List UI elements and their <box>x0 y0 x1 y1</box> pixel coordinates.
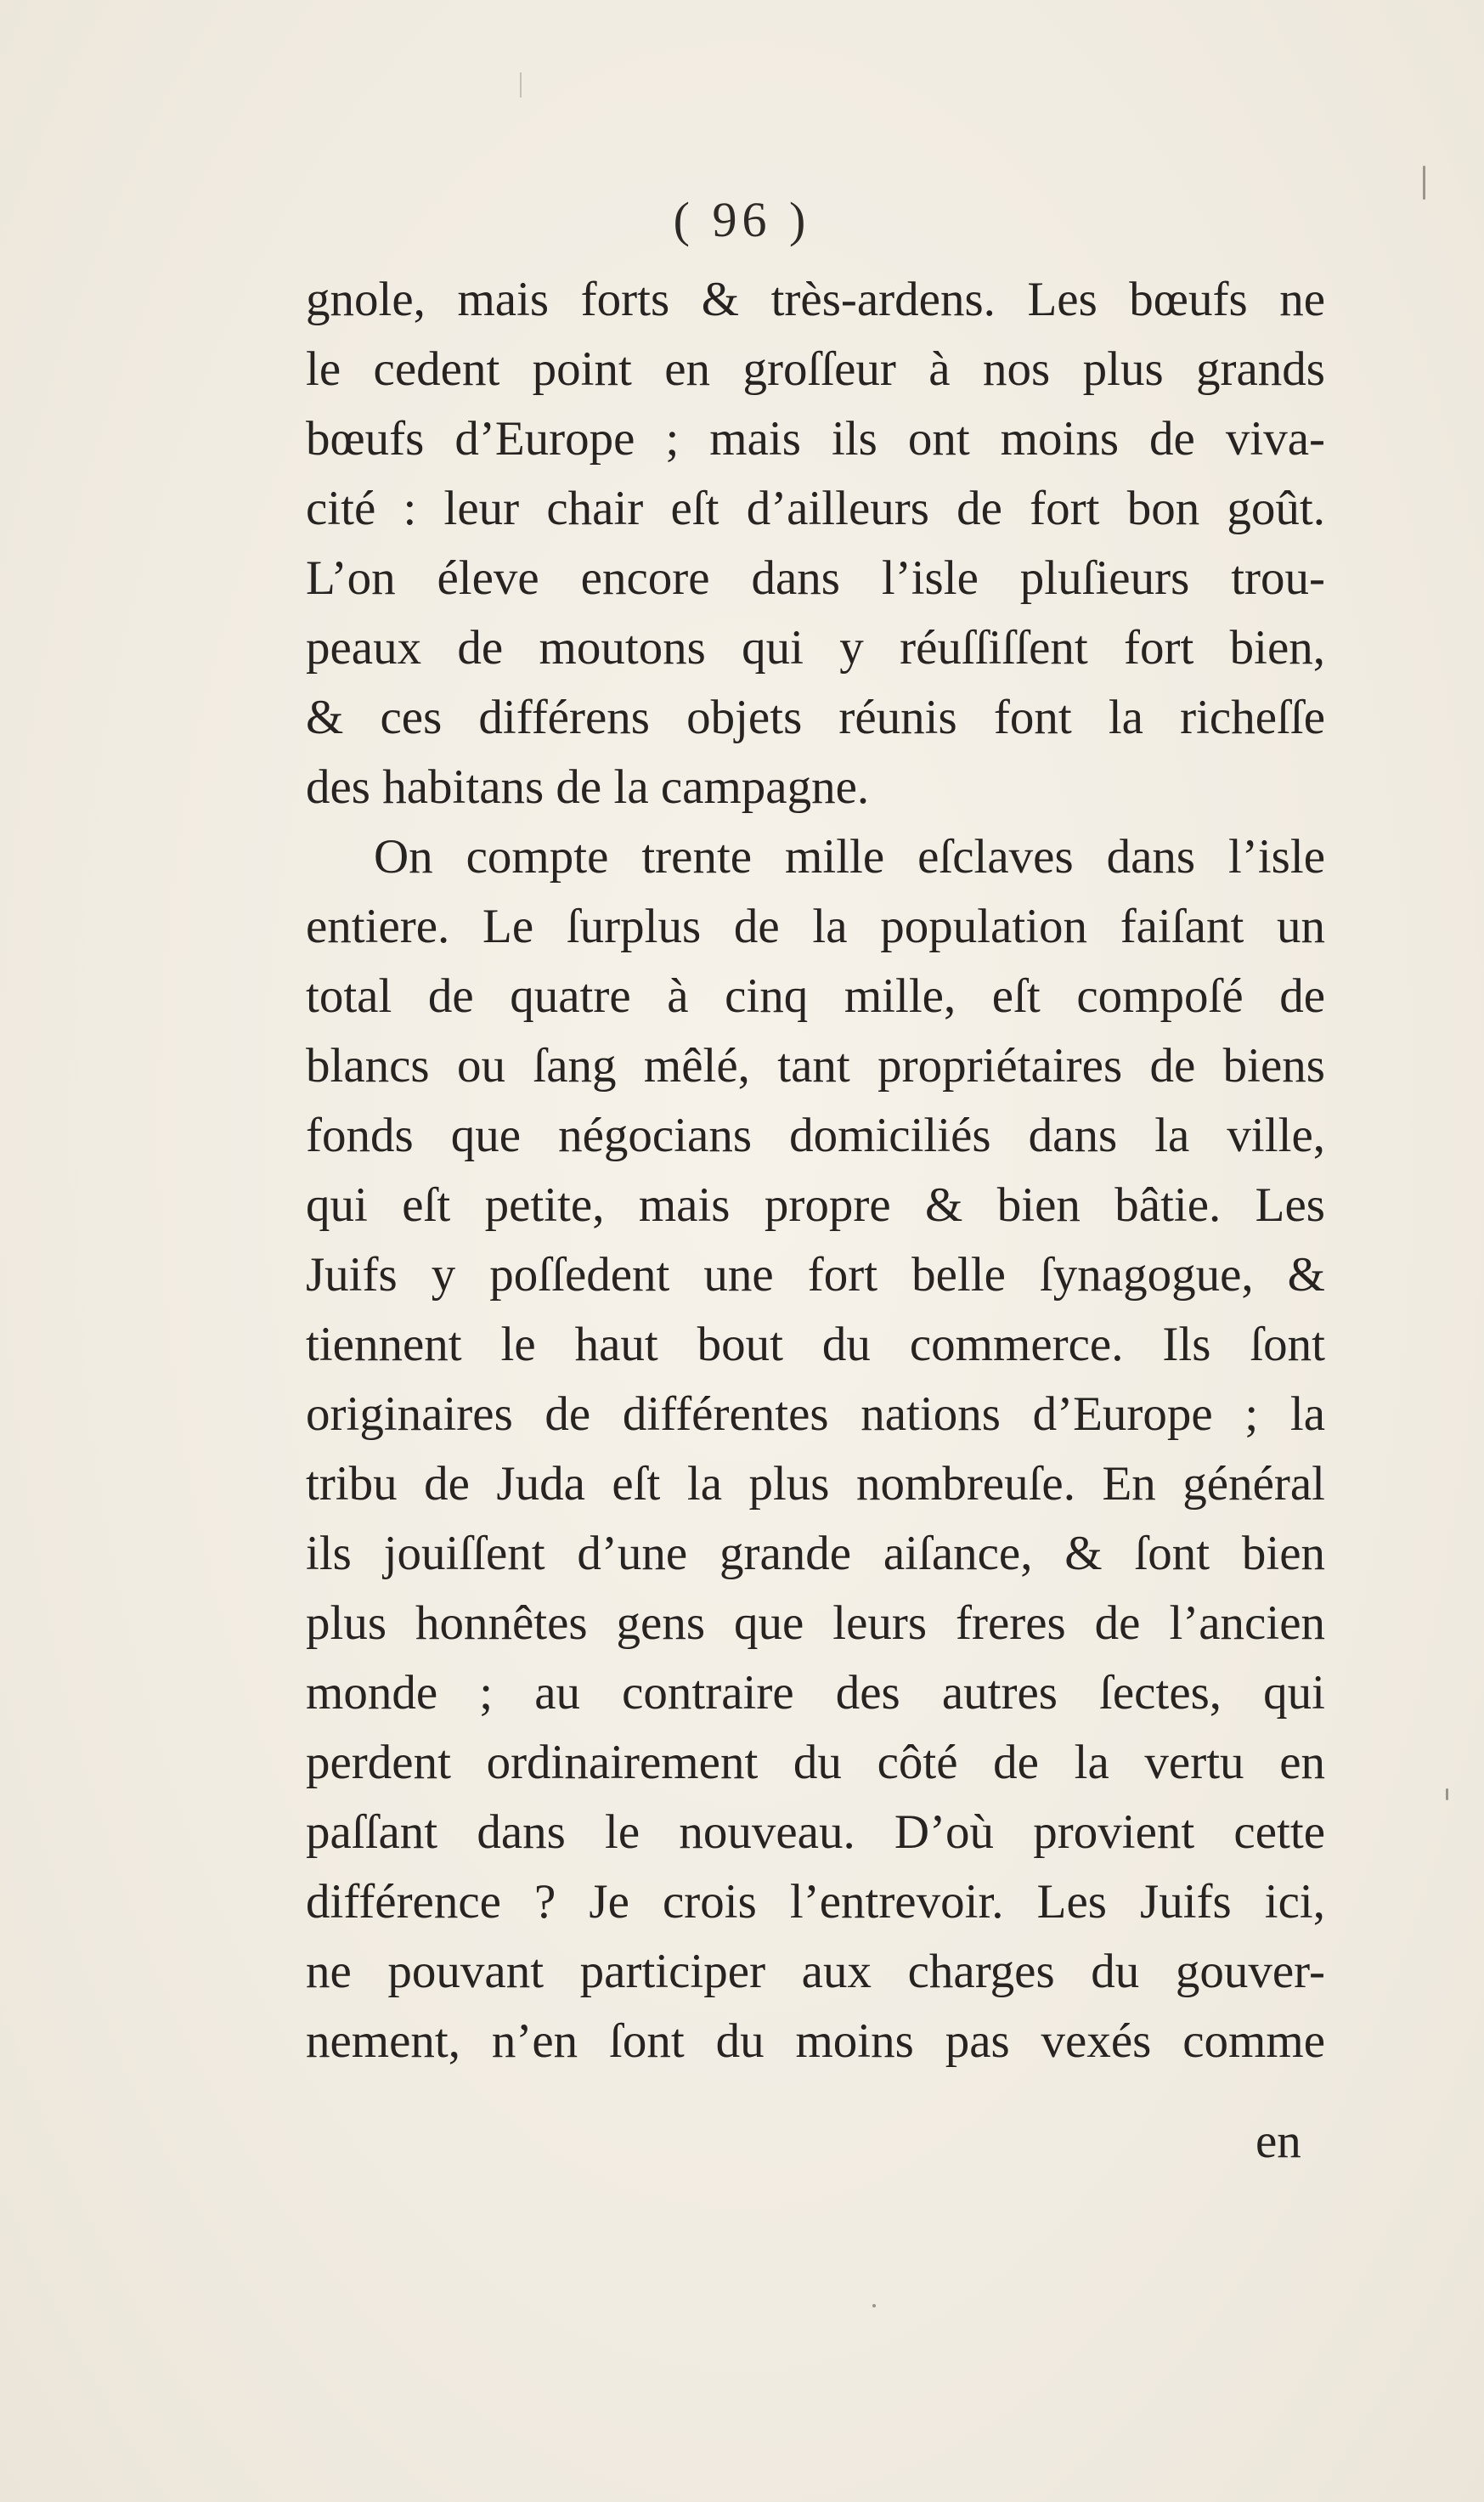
text-line: nement, n’en ſont du moins pas vexés comme <box>306 2014 1325 2068</box>
text-line: qui eſt petite, mais propre & bien bâtie. Les <box>306 1178 1325 1232</box>
text-line: monde ; au contraire des autres ſectes, qui <box>306 1666 1325 1720</box>
text-line: total de quatre à cinq mille, eſt compoſé de <box>306 969 1325 1023</box>
paper-speck <box>1423 166 1425 200</box>
text-line: cité : leur chair eſt d’ailleurs de fort bon goût. <box>306 482 1325 535</box>
text-line: gnole, mais forts & très-ardens. Les bœufs ne <box>306 273 1325 326</box>
paper-speck <box>872 2304 876 2307</box>
text-line: L’on éleve encore dans l’isle pluſieurs trou- <box>306 551 1325 605</box>
text-line: ne pouvant participer aux charges du gouver- <box>306 1945 1325 1998</box>
text-line: bœufs d’Europe ; mais ils ont moins de viva- <box>306 412 1325 466</box>
text-line: des habitans de la campagne. <box>306 760 870 814</box>
text-line: fonds que négocians domiciliés dans la ville, <box>306 1109 1325 1162</box>
text-line: ils jouiſſent d’une grande aiſance, & ſont bien <box>306 1527 1325 1580</box>
paper-speck <box>1446 1788 1448 1800</box>
text-line: blancs ou ſang mêlé, tant propriétaires de biens <box>306 1039 1325 1093</box>
page-number: ( 96 ) <box>673 192 811 247</box>
text-line: entiere. Le ſurplus de la population faiſant un <box>306 900 1325 953</box>
text-line: tribu de Juda eſt la plus nombreuſe. En général <box>306 1457 1325 1511</box>
text-line: perdent ordinairement du côté de la vertu en <box>306 1736 1325 1789</box>
body-text <box>306 265 1325 2076</box>
text-line: & ces différens objets réunis font la richeſſe <box>306 691 1325 744</box>
text-line: différence ? Je crois l’entrevoir. Les Juifs ici, <box>306 1875 1325 1929</box>
text-line: tiennent le haut bout du commerce. Ils ſont <box>306 1318 1325 1371</box>
catchword: en <box>1255 2115 1301 2168</box>
text-line: plus honnêtes gens que leurs freres de l’ancien <box>306 1596 1325 1650</box>
text-line: paſſant dans le nouveau. D’où provient cette <box>306 1805 1325 1859</box>
text-line: Juifs y poſſedent une fort belle ſynagogue, & <box>306 1248 1325 1302</box>
text-line: originaires de différentes nations d’Europe ; la <box>306 1387 1325 1441</box>
text-line: le cedent point en groſſeur à nos plus grands <box>306 342 1325 396</box>
text-line: peaux de moutons qui y réuſſiſſent fort bien, <box>306 621 1325 675</box>
paper-speck <box>520 72 522 98</box>
text-line: On compte trente mille eſclaves dans l’isle <box>374 830 1325 884</box>
